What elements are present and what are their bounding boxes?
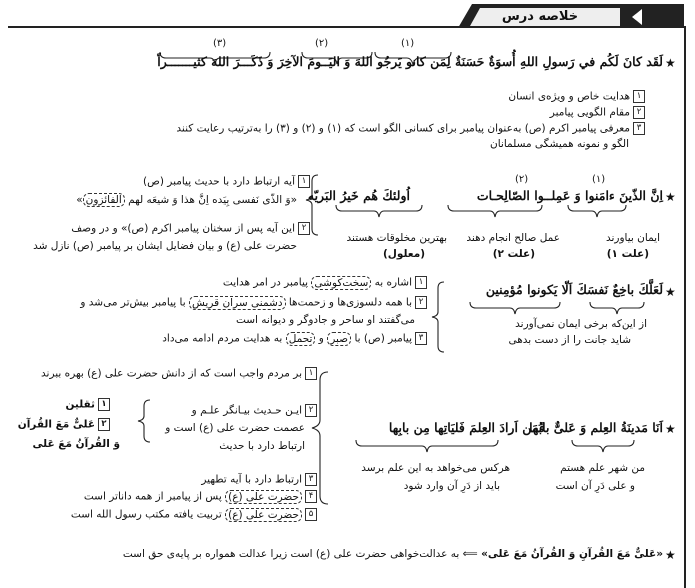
- s2-gloss-1-cause: (علت ۱): [606, 248, 649, 260]
- s1-label-2: (۲): [315, 38, 329, 49]
- s2-gloss-2-cause: (علت ۲): [492, 248, 535, 260]
- bullet-star-icon: ★: [665, 56, 676, 70]
- s2-relation-quote: «وَ الذّی نَفسی بِیَده اِنَّ هذا وَ شیعَه لهم الفائزون»: [76, 194, 297, 206]
- s4-point-2-line2: عصمت حضرت علی (ع) است و: [165, 422, 305, 434]
- header-title: خلاصه درس: [501, 9, 579, 24]
- s2-label-2: (۲): [515, 174, 529, 185]
- s4-point-4: ۴حضرت علی (ع) پس از پیامبر از همه داناتر است: [84, 490, 317, 503]
- s5-line: «عَلیٌّ مَعَ القُرآنِ وَ القُرآنُ مَعَ عَلی» ⟸ به عدالت‌خواهی حضرت علی (ع) است زیرا عدالت همواره بر پایه‌ی حق است: [122, 548, 663, 560]
- s1-label-1: (۱): [401, 38, 415, 49]
- s2-relation-2: ۲این آیه پس از سخنان پیامبر اکرم (ص)» و در وصف: [71, 222, 310, 235]
- s1-item-3: ۳معرفی پیامبر اکرم (ص) به‌عنوان پیامبر برای کسانی الگو است که (۱) و (۲) و (۳) را به‌ترتیب رعایت کنند: [176, 122, 645, 135]
- s1-label-3: (۳): [213, 38, 227, 49]
- s4-hadith-quran-ali: وَ القُرآنُ مَعَ عَلی: [32, 438, 120, 450]
- bullet-star-icon: ★: [665, 422, 676, 436]
- s4-gloss-1a: من شهر علم هستم: [560, 462, 645, 474]
- s4-gloss-1b: و علی دَرِ آن است: [555, 480, 635, 492]
- s2-gloss-1: ایمان بیاورند: [605, 232, 660, 244]
- s2-gloss-3: بهترین مخلوقات هستند: [346, 232, 447, 244]
- s3-verse: لَعَلَّكَ باخِعٌ نَفسَكَ اَلّا یَكونوا مُؤمِنین: [485, 282, 663, 297]
- bullet-star-icon: ★: [665, 285, 676, 299]
- s2-relation-1: ۱آیه ارتباط دارد با حدیث پیامبر (ص): [143, 175, 310, 188]
- s3-item-2: ۲با همه دلسوزی‌ها و زحمت‌ها دشمنی سران قریش با پیامبر بیش‌تر می‌شد و: [80, 296, 427, 309]
- s3-item-2-continued: می‌گفتند او ساحر و جادوگر و دیوانه است: [235, 314, 415, 326]
- s2-label-1: (۱): [592, 174, 606, 185]
- s2-gloss-2: عمل صالح انجام دهند: [466, 232, 560, 244]
- bullet-star-icon: ★: [665, 548, 676, 562]
- s1-verse: لَقَد كانَ لَكُم في رَسولِ اللهِ أُسوَةٌ حَسَنَةٌ لِمَن كانو يَرجُو اللهَ وَ اليَــومَ الآخِرَ وَ ذَكَـــرَ اللهَ كثيـــــــراً: [157, 54, 663, 69]
- bullet-star-icon: ★: [665, 190, 676, 204]
- s4-gloss-2b: باید از دَرِ آن وارد شود: [403, 480, 500, 492]
- s4-point-5: ۵حضرت علی (ع) تربیت یافته مکتب رسول الله است: [71, 508, 317, 521]
- s3-item-1: ۱اشاره به سخت‌کوشی پیامبر در امر هدایت: [223, 276, 427, 289]
- s1-item-3-continued: الگو و نمونه همیشگی مسلمانان: [490, 138, 629, 150]
- s3-gloss-2: شاید جانت را از دست بدهی: [508, 334, 631, 346]
- s4-point-2: ۲ایـن حـدیث بیـانگر علـم و: [192, 404, 317, 417]
- s4-verse-a: اَنَا مَدینَةُ العِلم وَ عَلیٌّ بابُها: [529, 420, 663, 435]
- s4-gloss-2a: هرکس می‌خواهد به این علم برسد: [361, 462, 510, 474]
- s3-item-3: ۳پیامبر (ص) با صبر و تحمل به هدایت مردم ادامه می‌داد: [162, 332, 427, 345]
- s4-point-3: ۳ارتباط دارد با آیه تطهیر: [201, 473, 317, 486]
- s2-verse-a: اِنَّ الذّینَ ءامَنوا وَ عَمِلــوا الصّالِحـات: [476, 188, 663, 203]
- s4-verse-b: فَمَن اَرادَ العِلمَ فَلیَاتِها مِن بابِها: [388, 420, 545, 435]
- s1-item-1: ۱هدایت خاص و ویژه‌ی انسان: [508, 90, 645, 103]
- s1-item-2: ۲مقام الگویی پیامبر: [550, 106, 645, 119]
- s2-relation-2-continued: حضرت علی (ع) و بیان فضایل ایشان بر پیامبر (ص) نازل شد: [33, 240, 297, 252]
- s4-point-1: ۱بر مردم واجب است که از دانش حضرت علی (ع) بهره ببرند: [41, 367, 317, 380]
- s4-hadith-ali-quran: ۲عَلیٌّ مَعَ القُرآن: [18, 418, 110, 431]
- s2-gloss-3-effect: (معلول): [382, 248, 425, 260]
- s3-gloss-1: از این‌که برخی ایمان نمی‌آورند: [515, 318, 647, 330]
- s4-hadith-thaqalayn: ۱ثقلین: [65, 398, 110, 411]
- s4-point-2-line3: ارتباط دارد با حدیث: [219, 440, 305, 452]
- s2-verse-b: اُولئكَ هُم خَیرُ البَریّه: [307, 188, 410, 203]
